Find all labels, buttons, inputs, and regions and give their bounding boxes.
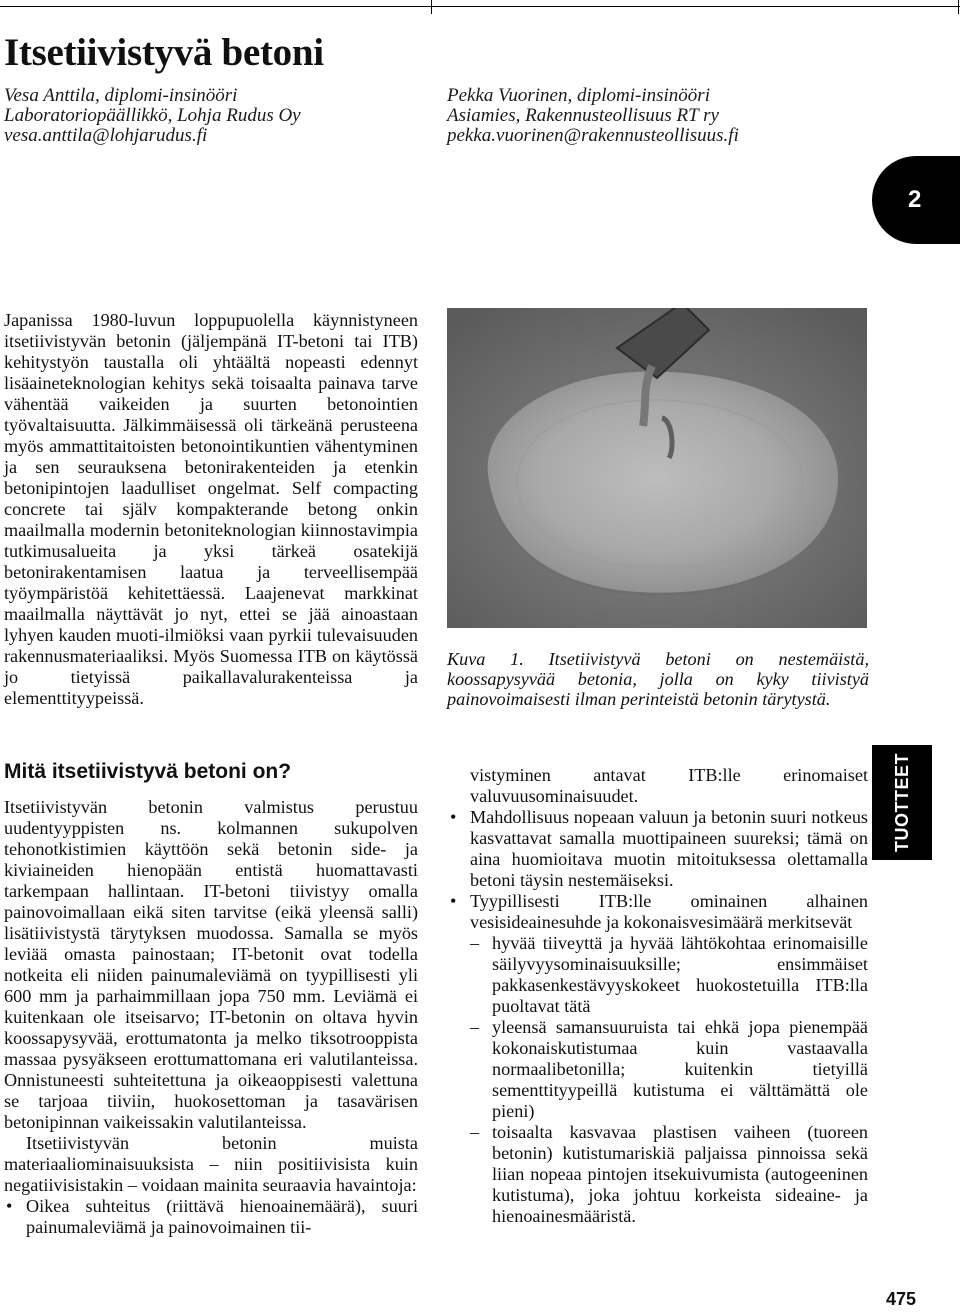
bullet-icon: •: [450, 891, 457, 911]
page-number: 475: [886, 1289, 917, 1309]
author-position: Asiamies, Rakennusteollisuus RT ry: [447, 105, 719, 126]
intro-text: Japanissa 1980-luvun loppupuolella käynnistyneen itsetiivistyvän betonin (jäljempänä IT-betoni tai ITB) kehitystyön taustalla oli yhtäältä nopeasti edennyt lisäaineteknologian kehitys sekä toisaalta painava tarve vähentää vaikeiden ja suurten betonointien työvaltaisuutta. Jälkimmäisessä oli tärkeänä perusteena myös ammattitaitoisten betonointikuntien vähentyminen ja sen seurauksena betonirakenteiden ja etenkin betonipintojen laadulliset ongelmat. Self compacting concrete tai själv kompakterande betong onkin maailmalla modernin betoniteknologian kiinnostavimpia tutkimusalueita ja yksi tärkeä osatekijä betonirakentamisen laatua ja terveellisempää työympäristöä kehitettäessä. Laajenevat markkinat maailmalla näyttävät jo nyt, ettei se jää ainoastaan lyhyen kauden muoti-ilmiöksi vaan pyrkii tulevaisuuden rakennusmateriaaliksi. Myös Suomessa ITB on käytössä jo tietyissä paikallavalurakenteissa ja elementtityypeissä.: [4, 310, 418, 708]
author-email[interactable]: vesa.anttila@lohjarudus.fi: [4, 125, 208, 146]
author-name: Vesa Anttila, diplomi-insinööri: [4, 85, 238, 106]
article-title: Itsetiivistyvä betoni: [4, 31, 324, 74]
dash-icon: –: [470, 933, 480, 953]
section-side-tab-label: TUOTTEET: [891, 753, 912, 852]
concrete-pour-illustration: [447, 308, 867, 628]
dash-icon: –: [470, 1122, 480, 1142]
author-name: Pekka Vuorinen, diplomi-insinööri: [447, 85, 710, 106]
property-list: [448, 807, 868, 933]
top-rule-tick: [431, 0, 432, 14]
list-item-continuation: vistyminen antavat ITB:lle erinomaiset valuvuusominaisuudet.: [470, 765, 868, 806]
author-email[interactable]: pekka.vuorinen@rakennusteollisuus.fi: [447, 125, 739, 146]
section-heading: Mitä itsetiivistyvä betoni on?: [4, 760, 292, 783]
bullet-icon: •: [450, 807, 457, 827]
body-paragraph: Itsetiivistyvän betonin muista materiaaliominaisuuksista – niin positiivisista kuin negatiivisistakin – voidaan mainita seuraavia havaintoja:: [4, 1133, 418, 1195]
concrete-pour-photo: [447, 308, 867, 628]
top-rule-tick: [958, 0, 959, 14]
body-column-right: [448, 765, 868, 1227]
list-item: [448, 807, 868, 891]
bullet-icon: •: [6, 1196, 13, 1216]
sub-list-item: [470, 1122, 868, 1227]
chapter-number-badge: [872, 156, 960, 244]
author-block-left: [4, 86, 301, 146]
author-block-right: [447, 86, 739, 146]
dash-icon: –: [470, 1017, 480, 1037]
sub-list-item-text: hyvää tiiveyttä ja hyvää lähtökohtaa erinomaisille säilyvyysominaisuuksille; ensimmäiset pakkasenkestävyyskokeet huokostetuilla ITB:lla puoltavat tätä: [492, 933, 868, 1016]
list-item: [4, 1196, 418, 1238]
intro-paragraph: [4, 310, 418, 709]
property-list: [4, 1196, 418, 1238]
top-rule: [0, 6, 960, 7]
sub-list-item-text: yleensä samansuuruista tai ehkä jopa pienempää kokonaiskutistumaa kuin vastaavalla normaalibetonilla; kuitenkin tietyillä sementtityypeillä kutistuma ei välttämättä ole pieni): [492, 1017, 868, 1121]
list-item: [448, 891, 868, 933]
sub-list: [448, 933, 868, 1227]
body-paragraph: Itsetiivistyvän betonin valmistus perustuu uudentyyppisten ns. kolmannen sukupolven tehonotkistimien käyttöön sekä betonin side- ja kiviaineiden hienopään entistä huomattavasti tarkempaan hallintaan. IT-betoni tiivistyy omalla painovoimallaan eikä siten tarvitse (eikä yleensä salli) lisätiivistystä tärytyksen muodossa. Samalla se myös leviää omasta painostaan; IT-betonit ovat todella notkeita eli niiden painumaleviämä on tyypillisesti yli 600 mm ja parhaimmillaan jopa 750 mm. Leviämä ei kuitenkaan ole itseisarvo; IT-betonin on oltava hyvin koossapysyvää, erottumatonta ja melko tiksotrooppista massaa pysyäkseen erottumattomana eri valutilanteissa. Onnistuneesti suhteitettuna ja oikeaoppisesti valettuna se tarjoaa tiiviin, huokosettoman ja tasavärisen betonipinnan vaikeissakin valutilanteissa.: [4, 797, 418, 1132]
list-item-text: Mahdollisuus nopeaan valuun ja betonin suuri notkeus kasvattavat samalla muottipaineen suureksi; tämä on aina huomioitava muotin mitoituksessa olettamalla betoni täysin nestemäiseksi.: [470, 807, 868, 890]
author-position: Laboratoriopäällikkö, Lohja Rudus Oy: [4, 105, 301, 126]
list-item-text: Tyypillisesti ITB:lle ominainen alhainen vesisideainesuhde ja kokonaisvesimäärä merkitsevät: [470, 891, 868, 932]
figure-caption-text: Kuva 1. Itsetiivistyvä betoni on nestemäistä, koossapysyvää betonia, jolla on kyky tiivistyä painovoimaisesti ilman perinteistä betonin tärytystä.: [447, 649, 869, 709]
sub-list-item-text: toisaalta kasvavaa plastisen vaiheen (tuoreen betonin) kutistumariskiä paljaissa pinnoissa sekä liian nopeaa pintojen itsekuivumista (autogeeninen kutistuma), joka johtuu korkeista sideaine- ja hienoainesmääristä.: [492, 1122, 868, 1226]
sub-list-item: [470, 933, 868, 1017]
sub-list-item: [470, 1017, 868, 1122]
chapter-number: 2: [908, 186, 922, 213]
figure-caption: [447, 649, 869, 709]
list-item-text: Oikea suhteitus (riittävä hienoainemäärä), suuri painumaleviämä ja painovoimainen tii-: [26, 1196, 418, 1237]
section-side-tab: [872, 745, 932, 860]
body-column-left: [4, 797, 418, 1238]
